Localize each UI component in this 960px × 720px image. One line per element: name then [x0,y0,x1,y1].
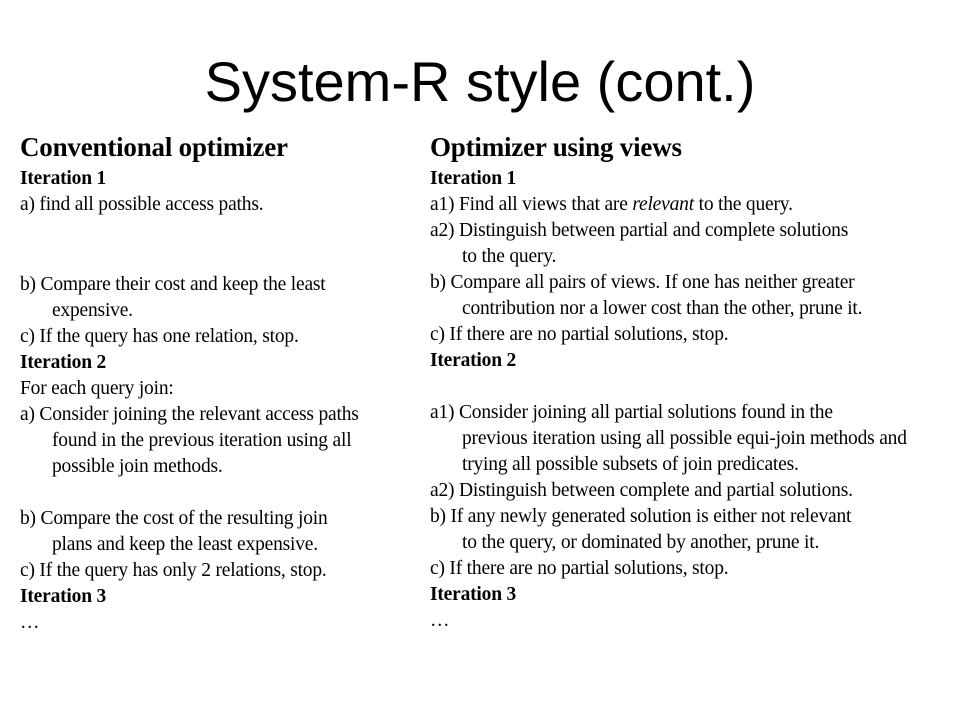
iter2-step-c: c) If the query has only 2 relations, stop. [20,560,327,581]
step-b-line1: b) Compare their cost and keep the least [20,274,326,295]
iter2-step-a-line2: found in the previous iteration using all [52,430,352,451]
iteration-1-label: Iteration 1 [20,168,107,189]
iter2-step-a-line1: a) Consider joining the relevant access paths [20,404,359,425]
iter2-step-b-line2: to the query, or dominated by another, prune it. [462,532,820,553]
step-a2-line1: a2) Distinguish between partial and complete solutions [430,220,849,241]
iteration-1-label: Iteration 1 [430,168,517,189]
iteration-2-label: Iteration 2 [20,352,107,373]
iter2-step-a1-line2: previous iteration using all possible equi-join methods and [462,428,907,449]
step-a1 [430,192,950,218]
iteration-3-label: Iteration 3 [20,586,107,607]
iter2-step-a1-line3: trying all possible subsets of join predicates. [462,454,799,475]
step-a1-pre: a1) Find all views that are [430,194,633,215]
iteration-3-label: Iteration 3 [430,584,517,605]
iteration-2-label: Iteration 2 [430,350,517,371]
iter2-step-b-line2: plans and keep the least expensive. [52,534,318,555]
slide-title: System-R style (cont.) [204,50,756,113]
views-optimizer-column [430,130,950,634]
iter2-step-a-line3: possible join methods. [52,456,223,477]
iter2-step-a2: a2) Distinguish between complete and partial solutions. [430,480,853,501]
step-a: a) find all possible access paths. [20,194,264,215]
step-b-line2: expensive. [52,300,133,321]
step-b-line1: b) Compare all pairs of views. If one has neither greater [430,272,855,293]
views-optimizer-heading: Optimizer using views [430,132,682,162]
iter2-step-b-line1: b) Compare the cost of the resulting join [20,508,328,529]
iter2-step-c: c) If there are no partial solutions, stop. [430,558,729,579]
step-c: c) If the query has one relation, stop. [20,326,299,347]
ellipsis: … [20,612,40,633]
step-b-line2: contribution nor a lower cost than the other, prune it. [462,298,863,319]
relevant-emphasis: relevant [632,194,694,215]
for-each-join: For each query join: [20,378,174,399]
iter2-step-a1-line1: a1) Consider joining all partial solutions found in the [430,402,833,423]
ellipsis: … [430,610,450,631]
step-c: c) If there are no partial solutions, stop. [430,324,729,345]
step-a1-post: to the query. [693,194,793,215]
step-a2-line2: to the query. [462,246,557,267]
iter2-step-b-line1: b) If any newly generated solution is either not relevant [430,506,852,527]
conventional-optimizer-heading: Conventional optimizer [20,132,288,162]
conventional-optimizer-column [20,130,415,636]
